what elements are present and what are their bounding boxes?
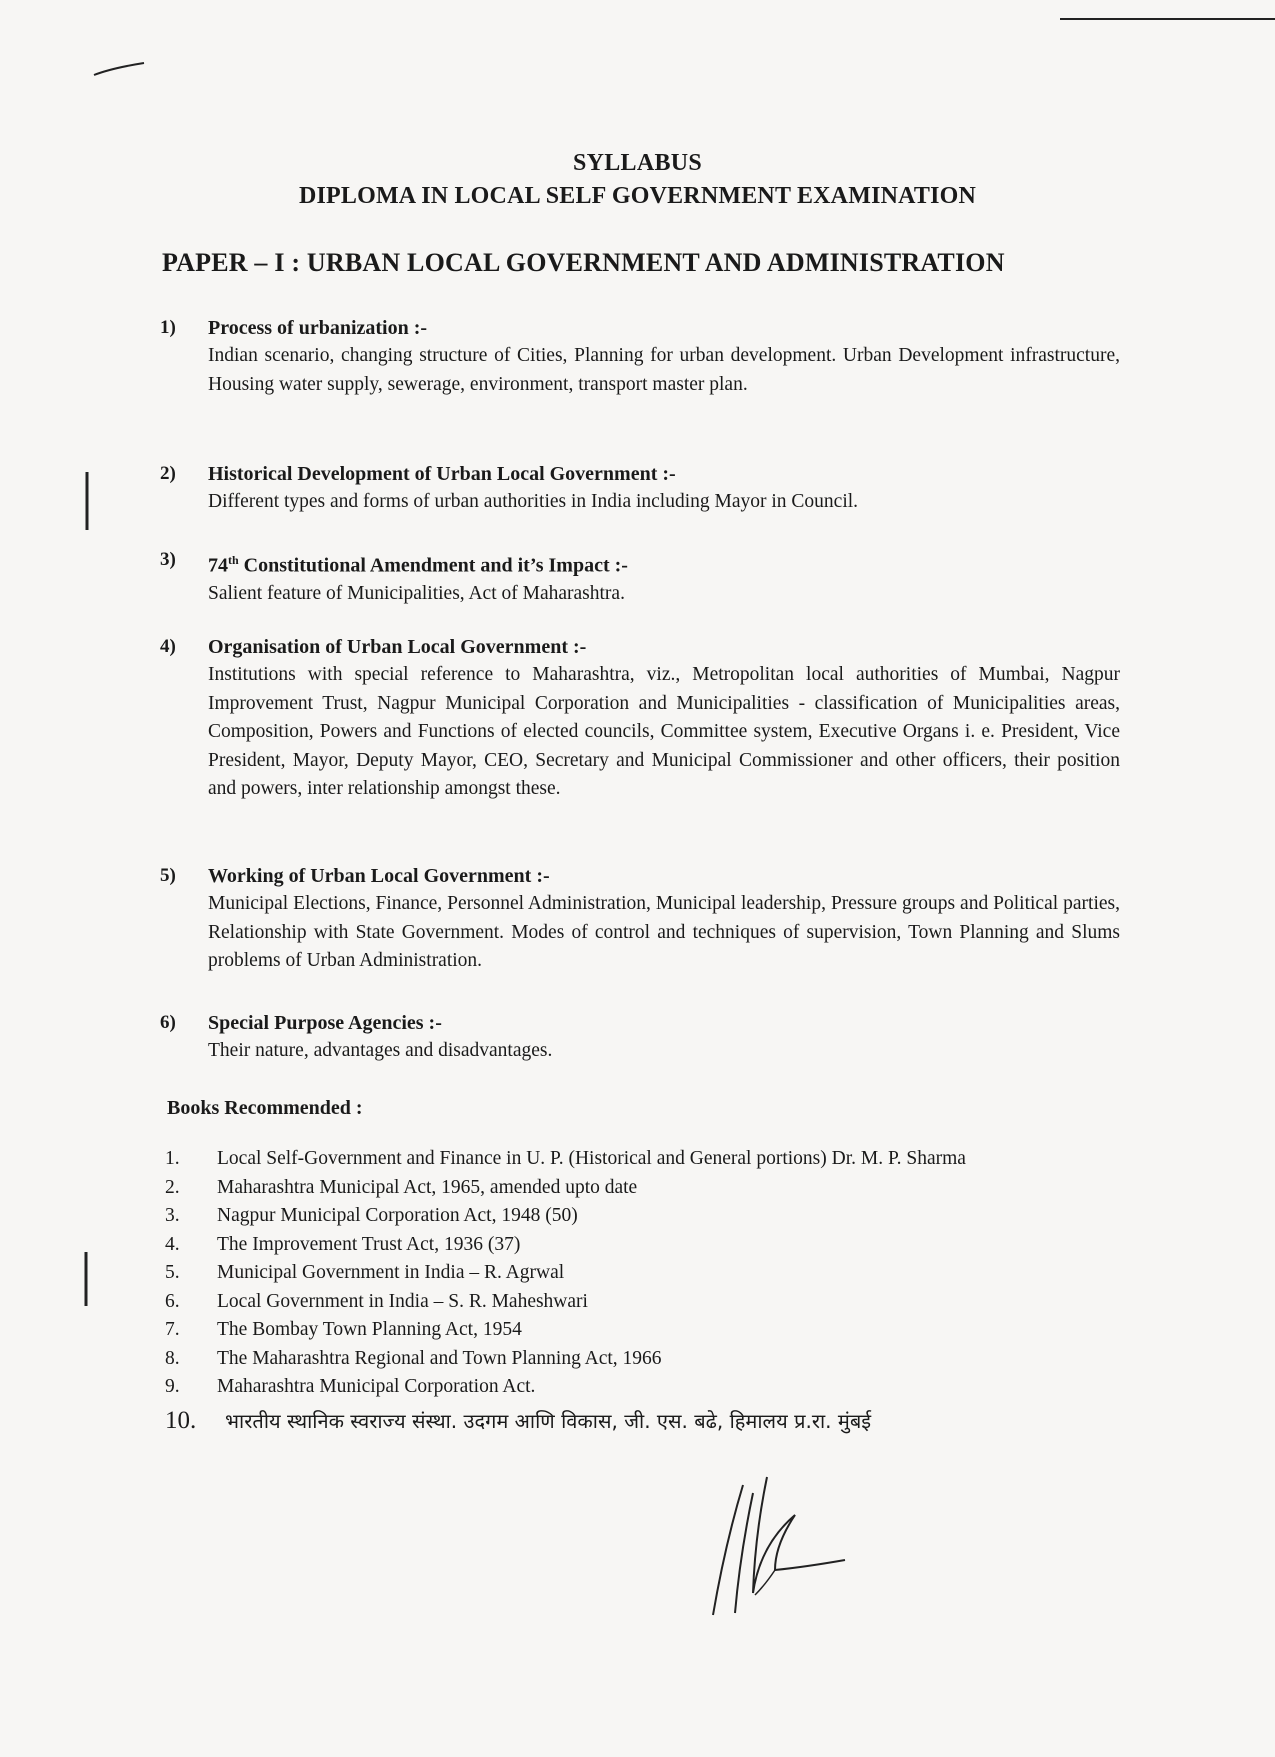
book-title: Maharashtra Municipal Act, 1965, amended upto date <box>217 1176 638 1198</box>
book-number: 2. <box>165 1176 180 1198</box>
book-number: 4. <box>165 1233 180 1255</box>
top-scan-rule <box>1060 18 1275 20</box>
book-number: 1. <box>165 1148 180 1169</box>
book-title: Nagpur Municipal Corporation Act, 1948 (50) <box>217 1205 578 1226</box>
topic-section <box>160 862 1120 976</box>
topic-section <box>160 1009 1120 1066</box>
title-block <box>0 148 1275 212</box>
topic-number: 5) <box>160 865 176 886</box>
topic-section <box>160 546 1120 608</box>
book-number: 3. <box>165 1205 180 1226</box>
book-number: 6. <box>165 1290 180 1312</box>
list-item <box>165 1231 1130 1260</box>
list-item <box>165 1202 1130 1231</box>
topic-number: 3) <box>160 549 176 570</box>
list-item <box>165 1259 1130 1288</box>
topic-section <box>160 633 1120 804</box>
list-item <box>165 1174 1130 1203</box>
topic-body: Municipal Elections, Finance, Personnel Administration, Municipal leadership, Pressure groups and Political parties, Relationship with State Government. Modes of control and techniques of supervision, Town Planning and Slums problems of Urban Administration. <box>208 893 1120 971</box>
topic-body: Their nature, advantages and disadvantages. <box>208 1040 553 1061</box>
topic-heading <box>208 546 1120 580</box>
books-heading: Books Recommended : <box>167 1097 363 1119</box>
book-number: 7. <box>165 1319 180 1340</box>
book-title: Local Self-Government and Finance in U. P. (Historical and General portions) Dr. M. P. Sharma <box>217 1148 966 1169</box>
list-item <box>165 1345 1130 1374</box>
book-title: Maharashtra Municipal Corporation Act. <box>217 1376 536 1397</box>
topic-body: Institutions with special reference to Maharashtra, viz., Metropolitan local authorities of Mumbai, Nagpur Improvement Trust, Nagpur Municipal Corporation and Municipalities - classification of Municipalities areas, Composition, Powers and Functions of elected councils, Committee system, Executive Organs i. e. President, Vice President, Mayor, Deputy Mayor, CEO, Secretary and Municipal Commissioner and other officers, their position and powers, inter relationship amongst these. <box>208 664 1120 799</box>
topic-body: Indian scenario, changing structure of Cities, Planning for urban development. Urban Development infrastructure, Housing water supply, sewerage, environment, transport master plan. <box>208 345 1120 395</box>
list-item <box>165 1145 1130 1174</box>
book-title: The Improvement Trust Act, 1936 (37) <box>217 1233 521 1255</box>
book-title: Municipal Government in India – R. Agrwal <box>217 1262 565 1283</box>
margin-mark-icon <box>82 1250 90 1308</box>
list-item <box>165 1288 1130 1317</box>
book-title: The Bombay Town Planning Act, 1954 <box>217 1319 522 1340</box>
topic-section <box>160 460 1120 517</box>
book-number: 5. <box>165 1262 180 1283</box>
topic-number: 4) <box>160 636 176 657</box>
book-number: 10. <box>165 1406 197 1434</box>
signature-icon <box>705 1475 855 1630</box>
topic-heading: Historical Development of Urban Local Government :- <box>208 463 676 485</box>
margin-mark-icon <box>83 470 91 532</box>
topic-body: Salient feature of Municipalities, Act of Maharashtra. <box>208 582 625 604</box>
books-list <box>165 1145 1130 1438</box>
document-subtitle: DIPLOMA IN LOCAL SELF GOVERNMENT EXAMINATION <box>298 183 977 209</box>
book-title: भारतीय स्थानिक स्वराज्य संस्था. उदगम आणि विकास, जी. एस. बढे, हिमालय प्र.रा. मुंबई <box>225 1408 872 1433</box>
topic-heading-superscript: th <box>228 553 239 567</box>
topic-heading: Special Purpose Agencies :- <box>208 1012 442 1034</box>
list-item <box>165 1316 1130 1345</box>
topic-section <box>160 314 1120 399</box>
book-number: 8. <box>165 1347 180 1369</box>
topic-heading-text: Constitutional Amendment and it’s Impact :- <box>238 554 628 577</box>
document-title: SYLLABUS <box>572 150 703 176</box>
paper-title: PAPER – I : URBAN LOCAL GOVERNMENT AND ADMINISTRATION <box>162 248 1005 277</box>
topic-heading-prefix: 74 <box>208 554 228 577</box>
topic-heading: Process of urbanization :- <box>208 317 428 339</box>
topic-heading: Working of Urban Local Government :- <box>208 865 550 887</box>
topic-number: 6) <box>160 1012 176 1033</box>
topic-number: 2) <box>160 463 176 484</box>
topic-number: 1) <box>160 317 176 338</box>
book-title: The Maharashtra Regional and Town Planning Act, 1966 <box>217 1347 662 1369</box>
topic-body: Different types and forms of urban authorities in India including Mayor in Council. <box>208 491 859 512</box>
list-item <box>165 1404 1130 1438</box>
topic-heading: Organisation of Urban Local Government :- <box>208 636 587 658</box>
book-number: 9. <box>165 1376 180 1397</box>
pen-mark-icon <box>92 60 146 78</box>
book-title: Local Government in India – S. R. Maheshwari <box>217 1290 588 1312</box>
list-item <box>165 1373 1130 1402</box>
